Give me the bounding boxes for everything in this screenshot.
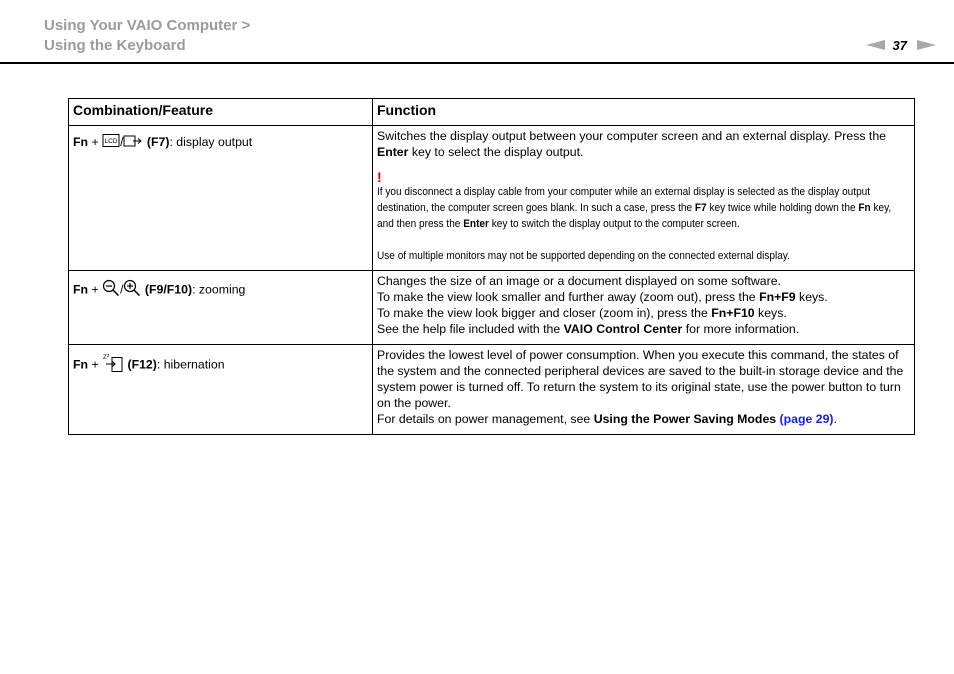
combination-cell xyxy=(69,345,373,435)
column-header-function: Function xyxy=(373,99,915,126)
zoom-out-icon xyxy=(102,279,120,301)
plus-sign: + xyxy=(91,282,99,297)
combination-cell xyxy=(69,126,373,271)
function-description: Switches the display output between your computer screen and an external display. Press the Enter key to select the display output. xyxy=(377,129,887,159)
function-description: Provides the lowest level of power consumption. When you execute this command, the states of the system and the connected peripheral devices are saved to the built-in storage device and the system power is turned off. To return the system to its original state, use the power button to turn on the power. xyxy=(377,348,904,410)
previous-page-arrow-icon[interactable] xyxy=(866,40,885,50)
table-row xyxy=(69,126,915,271)
function-line: For details on power management, see Using the Power Saving Modes (page 29). xyxy=(377,412,837,426)
header-breadcrumb xyxy=(44,16,250,56)
next-page-arrow-icon[interactable] xyxy=(917,40,936,50)
table-row xyxy=(69,345,915,435)
table-header-row xyxy=(69,99,915,126)
function-cell xyxy=(373,345,915,435)
svg-text:Z: Z xyxy=(103,355,107,361)
plus-sign: + xyxy=(91,135,99,149)
function-cell xyxy=(373,271,915,345)
keyboard-function-table xyxy=(68,98,915,435)
combination-cell xyxy=(69,271,373,345)
breadcrumb-line-1[interactable]: Using Your VAIO Computer > xyxy=(44,17,251,34)
function-line: Changes the size of an image or a document displayed on some software. xyxy=(377,274,781,288)
function-line: See the help file included with the VAIO Control Center for more information. xyxy=(377,322,800,336)
feature-description: : zooming xyxy=(192,282,246,297)
function-line: To make the view look smaller and further away (zoom out), press the Fn+F9 keys. xyxy=(377,290,828,304)
display-output-icon xyxy=(123,135,143,151)
warning-mark: ! xyxy=(377,169,382,185)
slash: / xyxy=(120,282,124,297)
function-cell xyxy=(373,126,915,271)
lcd-icon xyxy=(102,134,120,151)
function-line: To make the view look bigger and closer (zoom in), press the Fn+F10 keys. xyxy=(377,306,787,320)
hibernation-icon xyxy=(102,353,124,377)
key-name: (F9/F10) xyxy=(144,282,193,297)
key-name: (F12) xyxy=(127,357,157,372)
page-number: 37 xyxy=(892,37,907,53)
slash: / xyxy=(120,135,124,149)
page-navigation xyxy=(866,36,936,54)
plus-sign: + xyxy=(91,357,99,372)
fn-key-label: Fn xyxy=(73,357,89,372)
svg-text:LCD: LCD xyxy=(104,138,118,146)
fn-key-label: Fn xyxy=(73,135,89,149)
fn-key-label: Fn xyxy=(73,282,89,297)
warning-note: If you disconnect a display cable from your computer while an external display is selected as the display output destination, the computer screen goes blank. In such a case, press the F7 key twice while holding down the Fn key, and then press the Enter key to switch the display output to the computer screen. xyxy=(377,186,892,230)
key-name: (F7) xyxy=(146,135,170,149)
svg-text:z: z xyxy=(107,353,110,359)
column-header-combination: Combination/Feature xyxy=(69,99,373,126)
header-divider xyxy=(0,62,954,64)
feature-description: : display output xyxy=(169,135,253,149)
page-29-link[interactable]: (page 29) xyxy=(779,412,834,426)
feature-description: : hibernation xyxy=(156,357,225,372)
breadcrumb-line-2[interactable]: Using the Keyboard xyxy=(44,37,186,54)
monitor-note: Use of multiple monitors may not be supported depending on the connected external display. xyxy=(377,250,790,262)
table-row xyxy=(69,271,915,345)
zoom-in-icon xyxy=(123,279,141,301)
